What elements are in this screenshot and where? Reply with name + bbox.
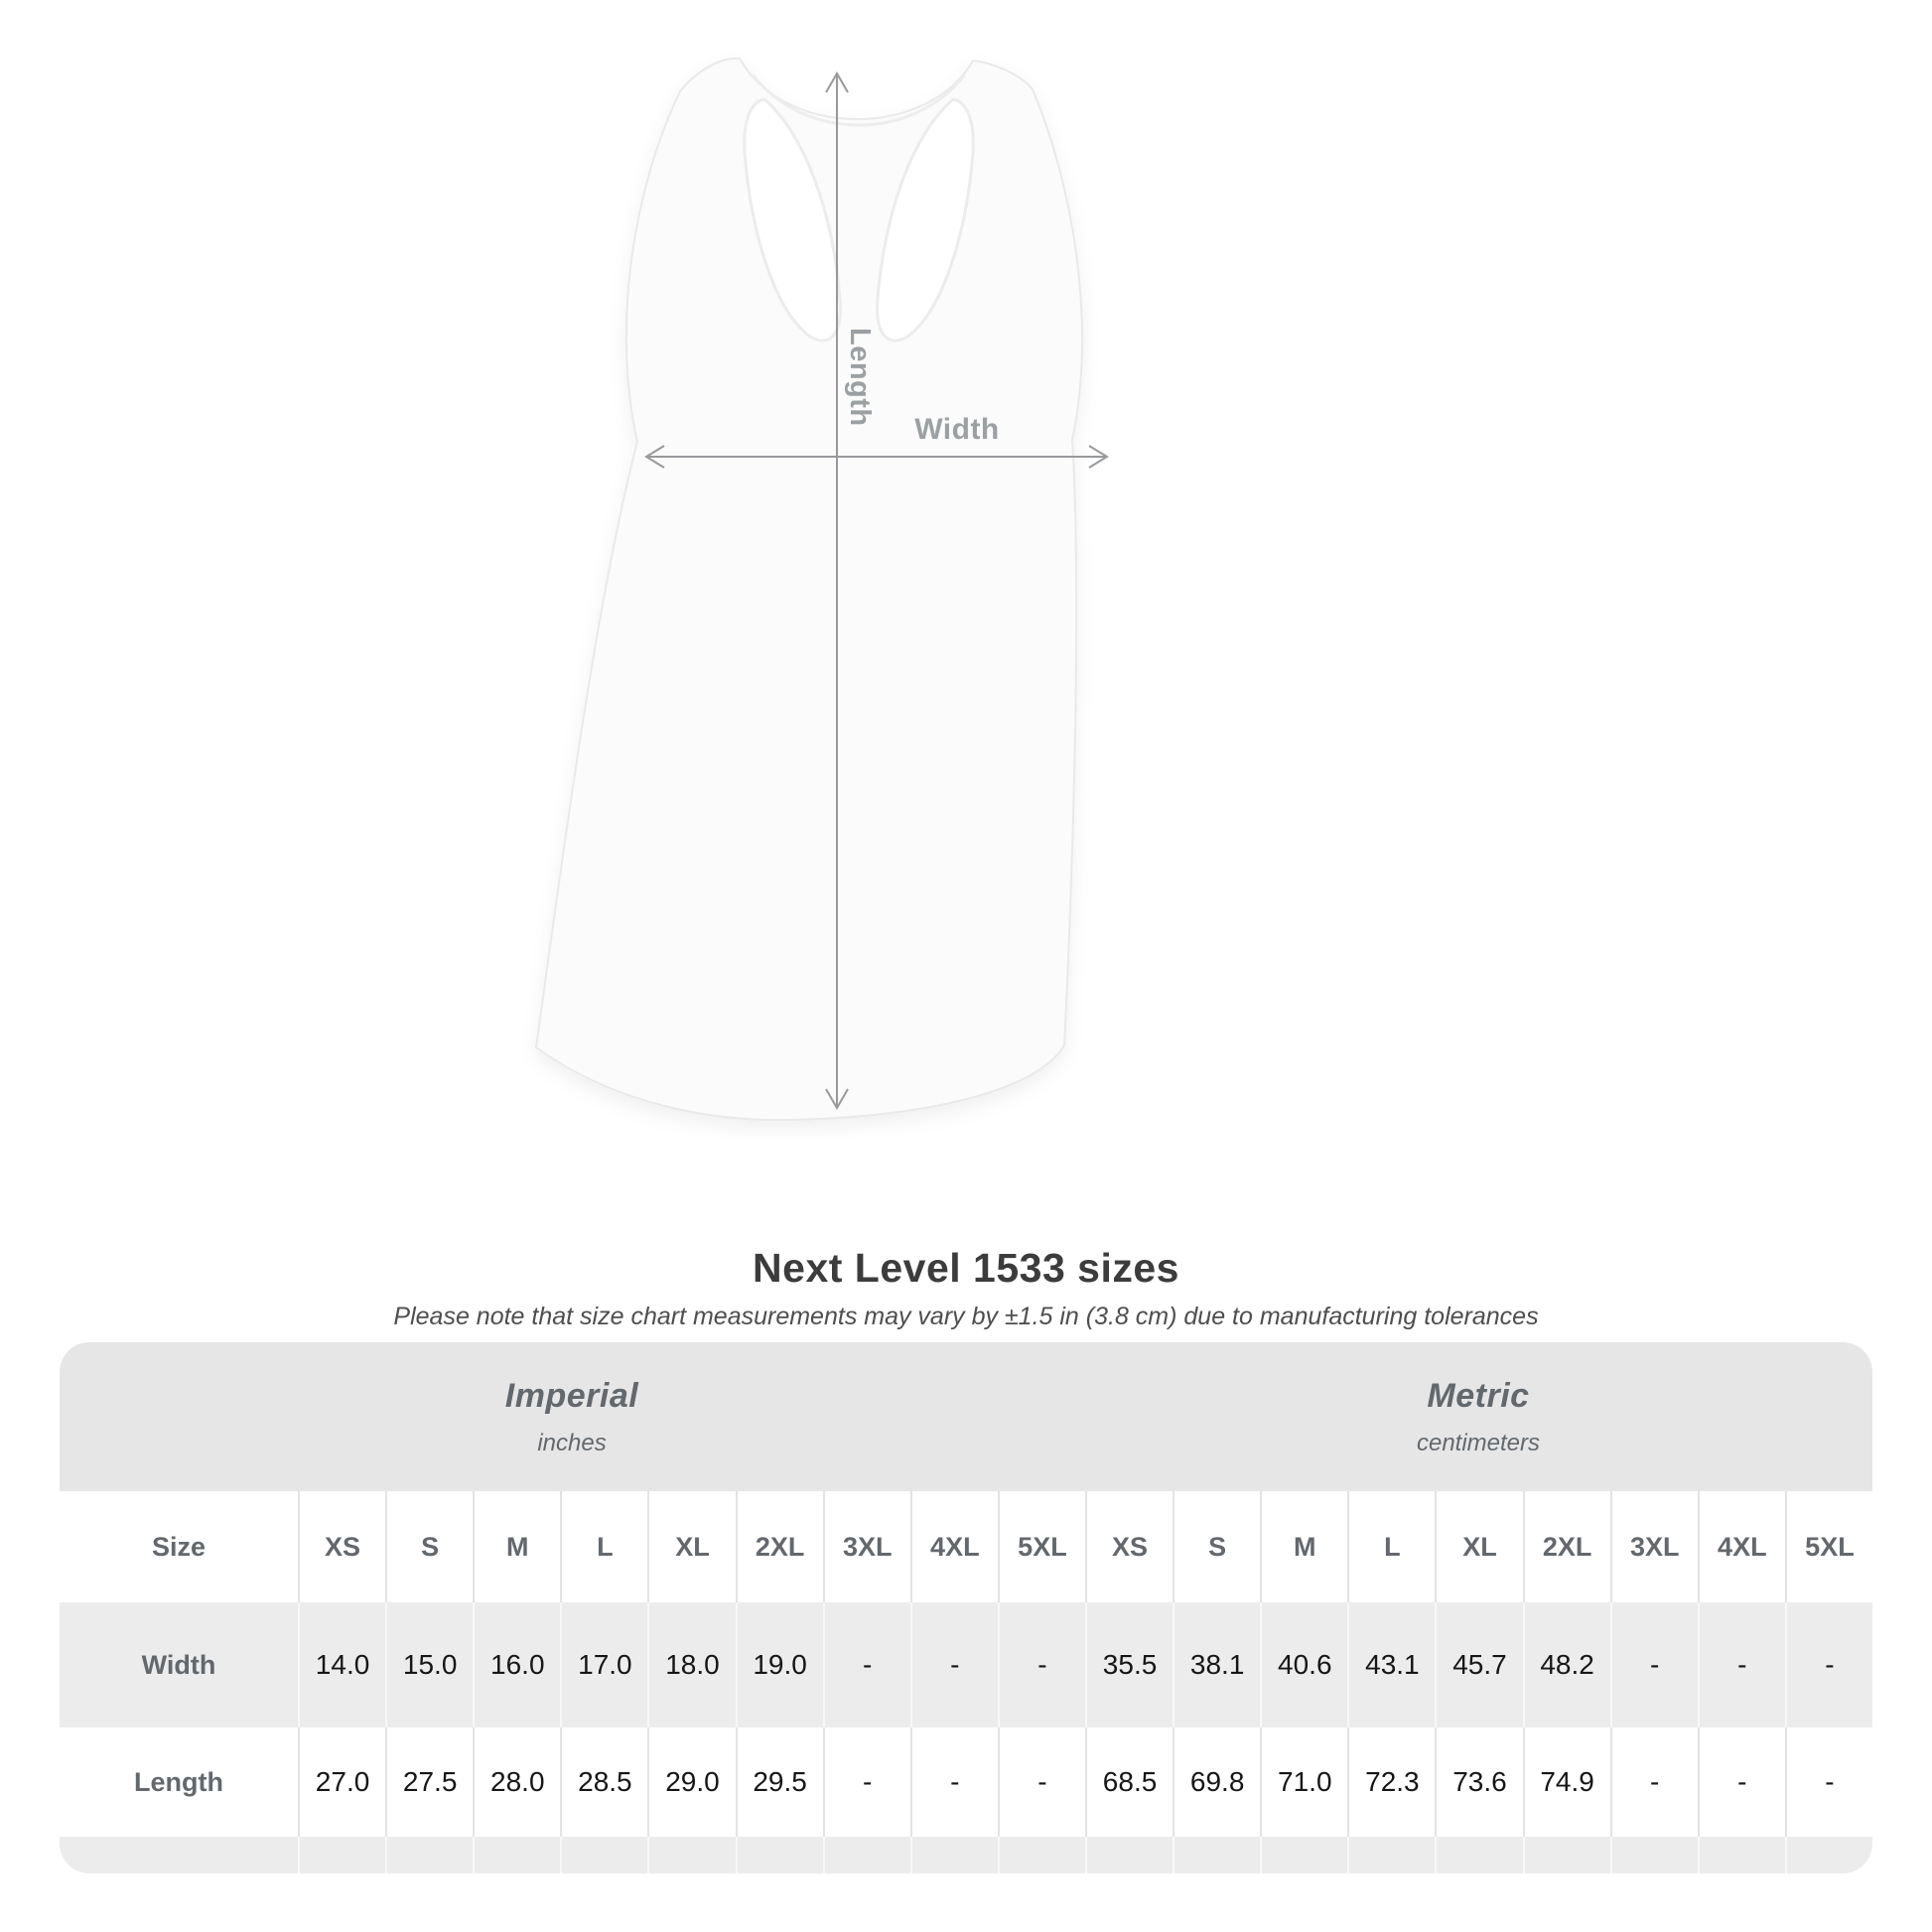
footer-cell	[1698, 1837, 1785, 1873]
size-header-cell-imperial: L	[560, 1491, 647, 1602]
length-value-imperial: 29.0	[647, 1727, 735, 1837]
length-value-metric: 71.0	[1260, 1727, 1347, 1837]
footer-cell	[1347, 1837, 1435, 1873]
footer-cell	[473, 1837, 560, 1873]
size-header-cell-imperial: XS	[298, 1491, 385, 1602]
size-header-cell-imperial: 4XL	[910, 1491, 998, 1602]
footer-cell	[385, 1837, 473, 1873]
footer-cell	[998, 1837, 1085, 1873]
size-header-cell-metric: 2XL	[1523, 1491, 1610, 1602]
size-column-header: Size	[151, 1531, 207, 1562]
size-header-cell-imperial: M	[473, 1491, 560, 1602]
length-value-metric: -	[1610, 1727, 1698, 1837]
width-row	[60, 1602, 1872, 1727]
footer-cell	[1610, 1837, 1698, 1873]
length-value-metric: -	[1698, 1727, 1785, 1837]
garment-diagram	[477, 45, 1132, 1137]
footer-cell	[647, 1837, 735, 1873]
length-value-metric: 72.3	[1347, 1727, 1435, 1837]
footer-cell	[1085, 1837, 1173, 1873]
footer-cell	[1785, 1837, 1872, 1873]
length-value-imperial: -	[910, 1727, 998, 1837]
length-value-metric: 74.9	[1523, 1727, 1610, 1837]
length-measure-label: Length	[844, 328, 876, 427]
width-value-imperial: 18.0	[647, 1602, 735, 1727]
length-value-imperial: -	[998, 1727, 1085, 1837]
width-value-metric: -	[1610, 1602, 1698, 1727]
length-value-imperial: 27.5	[385, 1727, 473, 1837]
size-header-cell-metric: L	[1347, 1491, 1435, 1602]
metric-unit-label: centimeters	[1416, 1429, 1541, 1456]
width-value-metric: 45.7	[1435, 1602, 1522, 1727]
length-value-imperial: 27.0	[298, 1727, 385, 1837]
length-value-metric: 69.8	[1173, 1727, 1260, 1837]
length-row-label: Length	[134, 1766, 223, 1797]
footer-cell	[1435, 1837, 1522, 1873]
width-value-imperial: 19.0	[736, 1602, 823, 1727]
imperial-label: Imperial	[504, 1376, 639, 1415]
footer-cell	[910, 1837, 998, 1873]
size-header-cell-metric: 5XL	[1785, 1491, 1872, 1602]
page-title: Next Level 1533 sizes	[753, 1245, 1179, 1291]
tolerance-note: Please note that size chart measurements may vary by ±1.5 in (3.8 cm) due to manufacturing tolerances	[393, 1303, 1539, 1330]
length-value-metric: 68.5	[1085, 1727, 1173, 1837]
metric-label: Metric	[1427, 1376, 1530, 1415]
length-value-imperial: -	[823, 1727, 910, 1837]
footer-cell	[823, 1837, 910, 1873]
footer-cell	[1260, 1837, 1347, 1873]
size-header-cell-metric: XL	[1435, 1491, 1522, 1602]
size-header-cell-metric: XS	[1085, 1491, 1173, 1602]
unit-header-imperial	[60, 1342, 1084, 1491]
length-value-imperial: 29.5	[736, 1727, 823, 1837]
footer-cell	[298, 1837, 385, 1873]
size-header-cell-metric: S	[1173, 1491, 1260, 1602]
footer-cell	[1173, 1837, 1260, 1873]
width-value-metric: 35.5	[1085, 1602, 1173, 1727]
title-block	[0, 1243, 1932, 1332]
width-value-imperial: 16.0	[473, 1602, 560, 1727]
width-value-imperial: 14.0	[298, 1602, 385, 1727]
length-value-imperial: 28.0	[473, 1727, 560, 1837]
width-value-metric: -	[1698, 1602, 1785, 1727]
size-header-cell-metric: 3XL	[1610, 1491, 1698, 1602]
footer-cell	[1523, 1837, 1610, 1873]
size-header-cell-metric: M	[1260, 1491, 1347, 1602]
footer-cell	[560, 1837, 647, 1873]
width-value-metric: 38.1	[1173, 1602, 1260, 1727]
size-table	[60, 1342, 1872, 1873]
length-value-metric: -	[1785, 1727, 1872, 1837]
width-measure-label: Width	[914, 413, 1000, 446]
imperial-unit-label: inches	[537, 1429, 607, 1456]
tank-top-illustration	[477, 45, 1132, 1137]
width-value-imperial: -	[823, 1602, 910, 1727]
width-value-metric: 40.6	[1260, 1602, 1347, 1727]
length-row	[60, 1727, 1872, 1837]
width-value-metric: 48.2	[1523, 1602, 1610, 1727]
unit-header-metric	[1084, 1342, 1872, 1491]
size-header-cell-metric: 4XL	[1698, 1491, 1785, 1602]
size-header-cell-imperial: S	[385, 1491, 473, 1602]
width-value-metric: 43.1	[1347, 1602, 1435, 1727]
width-value-imperial: -	[910, 1602, 998, 1727]
width-value-metric: -	[1785, 1602, 1872, 1727]
size-header-cell-imperial: 2XL	[736, 1491, 823, 1602]
size-header-row	[60, 1491, 1872, 1602]
width-value-imperial: 17.0	[560, 1602, 647, 1727]
width-value-imperial: 15.0	[385, 1602, 473, 1727]
size-header-cell-imperial: 5XL	[998, 1491, 1085, 1602]
width-value-imperial: -	[998, 1602, 1085, 1727]
length-value-metric: 73.6	[1435, 1727, 1522, 1837]
size-header-cell-imperial: 3XL	[823, 1491, 910, 1602]
table-footer-row	[60, 1837, 1872, 1873]
footer-cell	[736, 1837, 823, 1873]
size-header-cell-imperial: XL	[647, 1491, 735, 1602]
length-value-imperial: 28.5	[560, 1727, 647, 1837]
unit-header-row	[60, 1342, 1872, 1491]
width-row-label: Width	[141, 1649, 216, 1680]
